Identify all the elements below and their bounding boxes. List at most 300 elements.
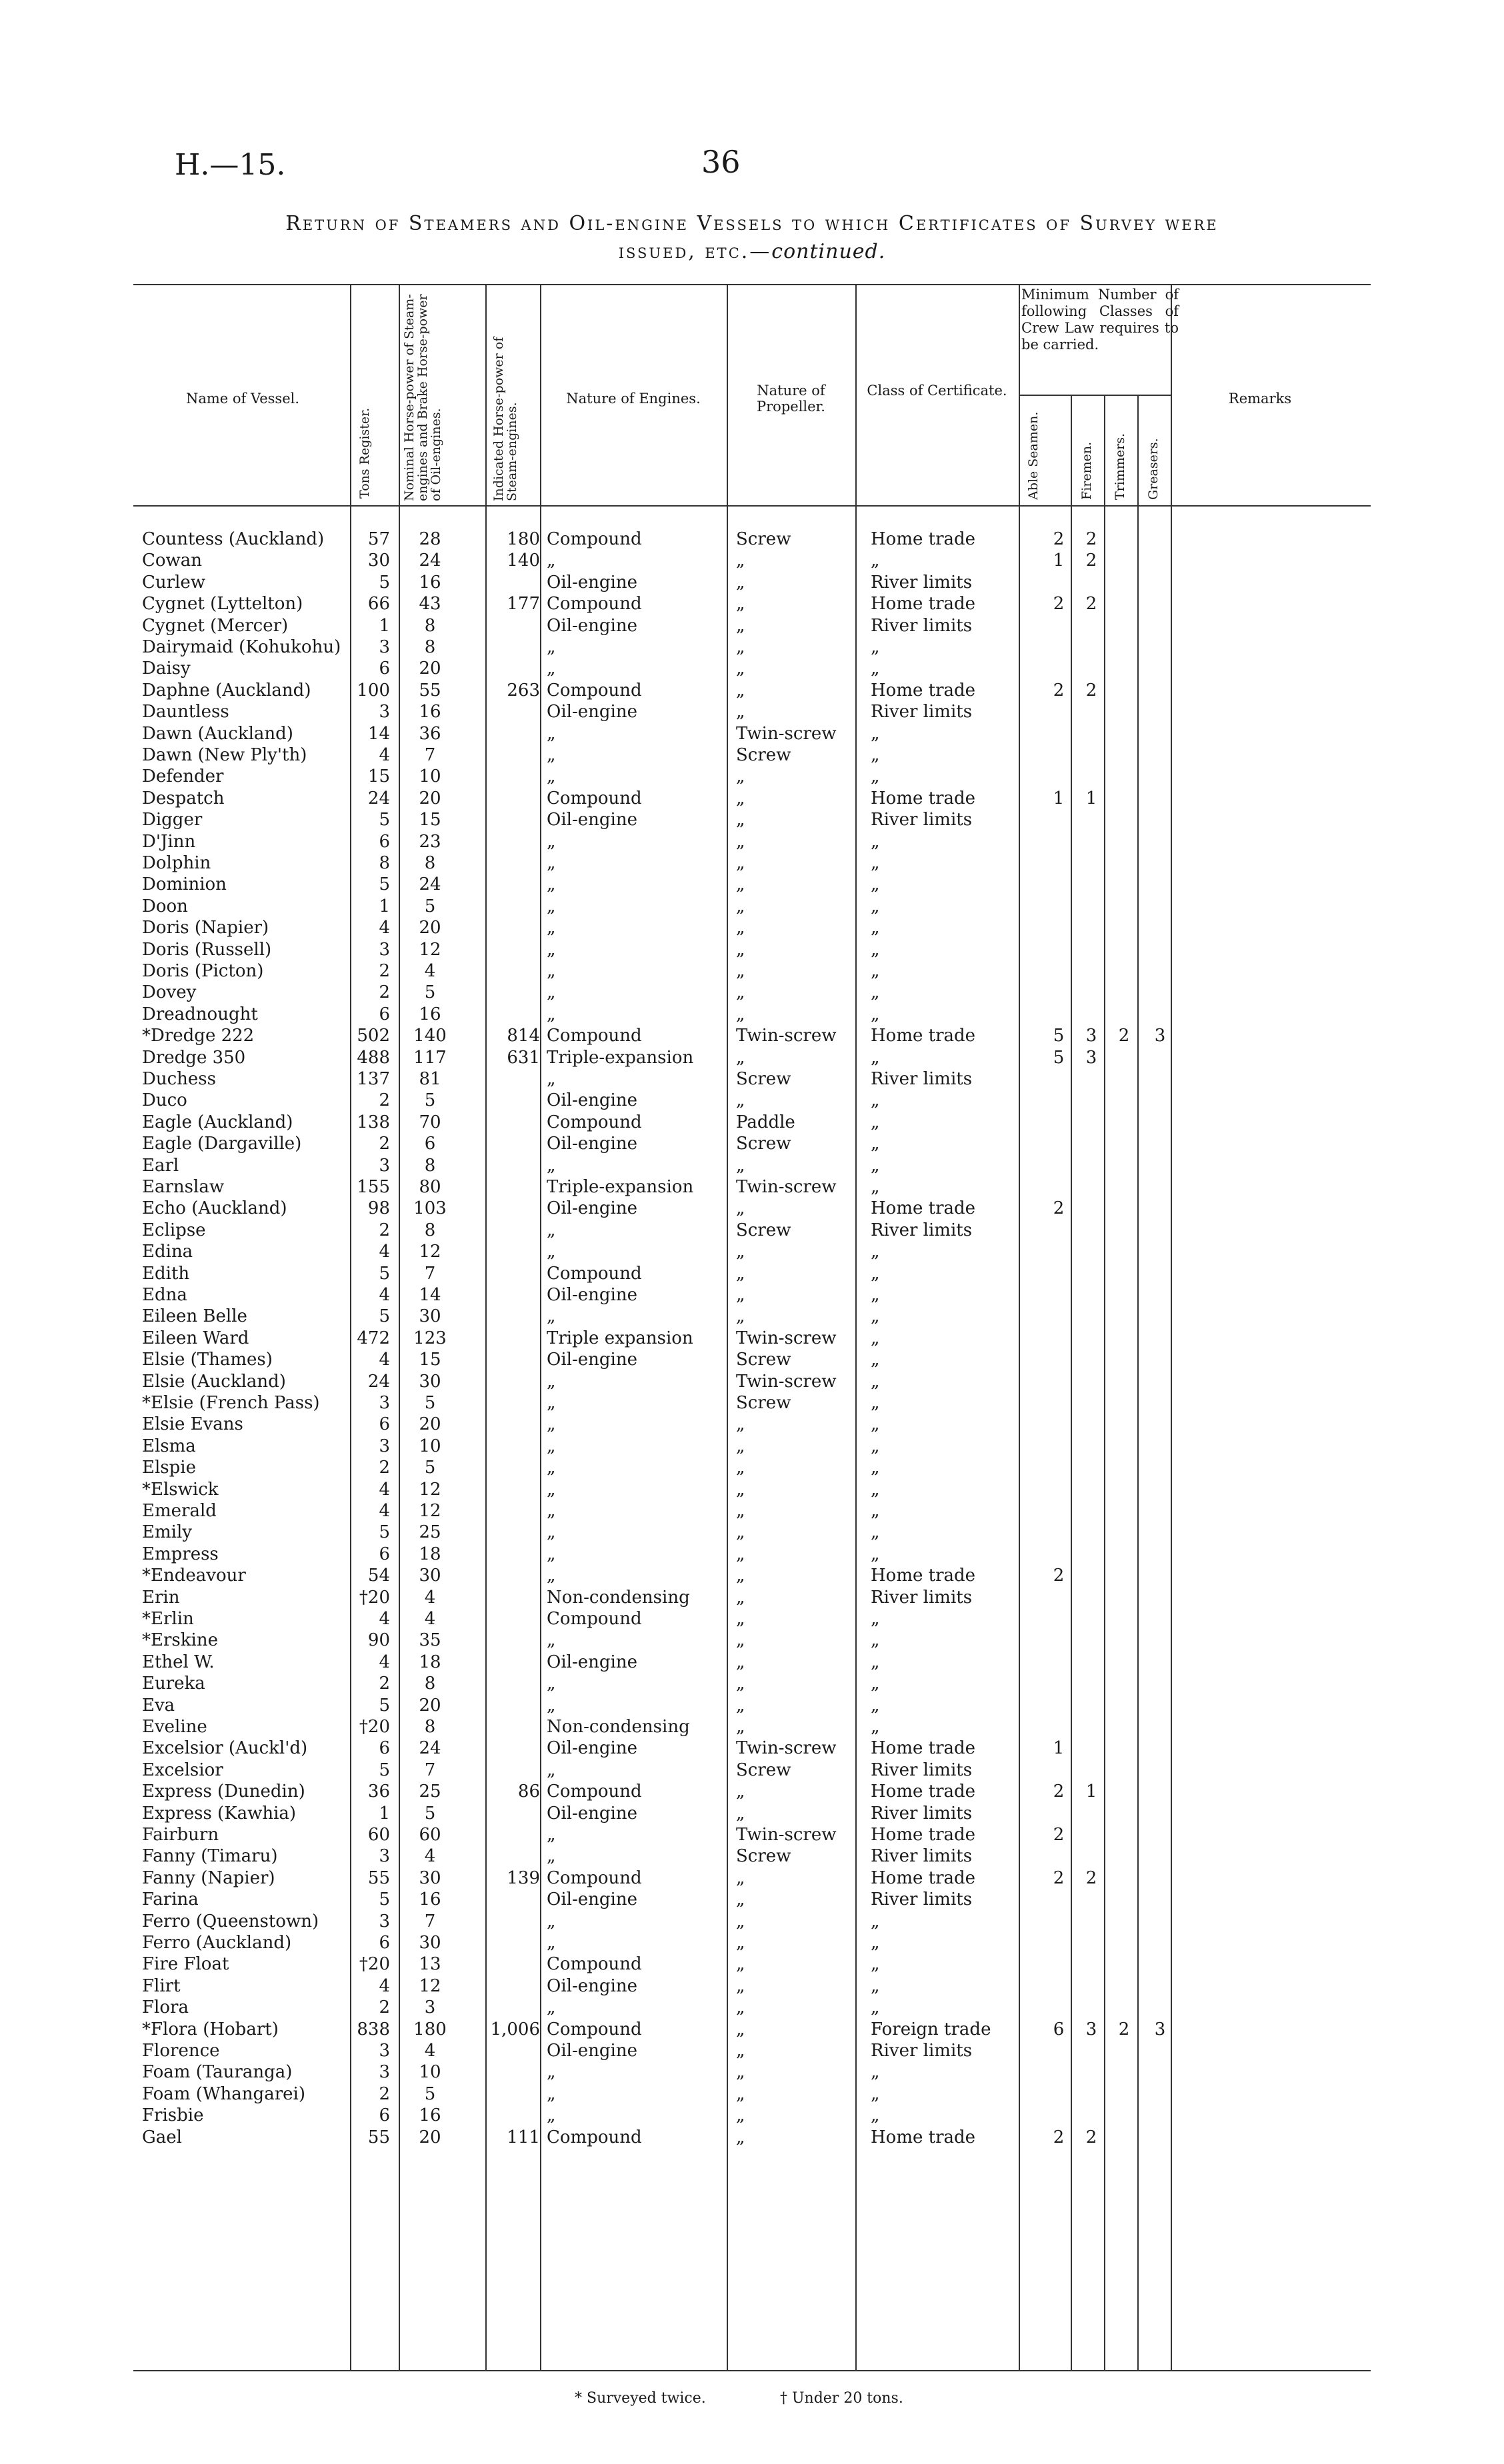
nominal-horse-power-cell: 35 bbox=[419, 1630, 441, 1651]
table-row bbox=[0, 874, 1504, 895]
vessel-name-cell: Dawn (New Ply'th) bbox=[142, 745, 307, 765]
nominal-horse-power-cell: 20 bbox=[419, 788, 441, 808]
firemen-cell: 2 bbox=[1085, 594, 1097, 615]
able-seamen-cell: 6 bbox=[1053, 2019, 1065, 2039]
table-row bbox=[0, 1975, 1504, 1997]
vessel-name-cell: Ferro (Auckland) bbox=[142, 1933, 292, 1953]
vessel-name-cell: Elspie bbox=[142, 1458, 196, 1478]
table-row bbox=[0, 1047, 1504, 1068]
table-row bbox=[0, 1004, 1504, 1025]
nominal-horse-power-cell: 24 bbox=[419, 1738, 441, 1759]
tons-register-cell: 55 bbox=[367, 2127, 390, 2147]
engine-type-cell: „ bbox=[547, 1371, 556, 1392]
nominal-horse-power-cell: 20 bbox=[419, 658, 441, 679]
engine-type-cell: „ bbox=[547, 1566, 556, 1586]
certificate-class-cell: „ bbox=[871, 1479, 880, 1500]
vessel-name-cell: Doon bbox=[142, 896, 188, 916]
propeller-type-cell: „ bbox=[736, 961, 745, 981]
propeller-type-cell: Twin-screw bbox=[736, 1371, 837, 1392]
certificate-class-cell: „ bbox=[871, 918, 880, 938]
certificate-class-cell: „ bbox=[871, 1458, 880, 1478]
table-row bbox=[0, 572, 1504, 593]
tons-register-cell: 6 bbox=[379, 2105, 390, 2126]
tons-register-cell: 502 bbox=[357, 1026, 390, 1046]
certificate-class-cell: Home trade bbox=[871, 788, 976, 808]
engine-type-cell: Oil-engine bbox=[547, 615, 637, 636]
nominal-horse-power-cell: 5 bbox=[424, 1458, 436, 1478]
tons-register-cell: 3 bbox=[379, 2041, 390, 2061]
vessel-name-cell: Daisy bbox=[142, 658, 191, 679]
indicated-horse-power-cell: 139 bbox=[507, 1867, 540, 1888]
nominal-horse-power-cell: 13 bbox=[419, 1954, 441, 1975]
able-seamen-cell: 1 bbox=[1053, 551, 1065, 571]
engine-type-cell: „ bbox=[547, 1414, 556, 1435]
vessel-name-cell: Flora bbox=[142, 1997, 189, 2018]
firemen-cell: 1 bbox=[1085, 1782, 1097, 1802]
col-head-greasers: Greasers. bbox=[1146, 438, 1161, 500]
engine-type-cell: „ bbox=[547, 1220, 556, 1240]
vessel-name-cell: Edith bbox=[142, 1263, 190, 1284]
engine-type-cell: „ bbox=[547, 745, 556, 765]
propeller-type-cell: Twin-screw bbox=[736, 1177, 837, 1197]
engine-type-cell: Triple-expansion bbox=[547, 1177, 694, 1197]
table-row bbox=[0, 2105, 1504, 2126]
nominal-horse-power-cell: 8 bbox=[424, 1674, 436, 1694]
table-row bbox=[0, 2061, 1504, 2083]
propeller-type-cell: „ bbox=[736, 1285, 745, 1305]
engine-type-cell: Compound bbox=[547, 1609, 642, 1629]
propeller-type-cell: „ bbox=[736, 1544, 745, 1564]
tons-register-cell: 55 bbox=[367, 1867, 390, 1888]
certificate-class-cell: River limits bbox=[871, 572, 973, 593]
table-row bbox=[0, 1716, 1504, 1738]
vessel-name-cell: Dolphin bbox=[142, 853, 211, 873]
vessel-name-cell: Countess (Auckland) bbox=[142, 529, 325, 549]
firemen-cell: 3 bbox=[1085, 1026, 1097, 1046]
table-row bbox=[0, 1328, 1504, 1349]
certificate-class-cell: Home trade bbox=[871, 594, 976, 615]
crew-subhead-rule bbox=[1019, 395, 1171, 396]
tons-register-cell: 137 bbox=[357, 1069, 390, 1089]
nominal-horse-power-cell: 3 bbox=[424, 1997, 436, 2018]
nominal-horse-power-cell: 8 bbox=[424, 637, 436, 657]
nominal-horse-power-cell: 30 bbox=[419, 1566, 441, 1586]
certificate-class-cell: „ bbox=[871, 1609, 880, 1629]
table-row bbox=[0, 1198, 1504, 1219]
propeller-type-cell: „ bbox=[736, 1674, 745, 1694]
table-row bbox=[0, 1025, 1504, 1046]
table-row bbox=[0, 917, 1504, 938]
nominal-horse-power-cell: 10 bbox=[419, 1436, 441, 1456]
certificate-class-cell: „ bbox=[871, 961, 880, 981]
certificate-class-cell: Home trade bbox=[871, 1825, 976, 1845]
nominal-horse-power-cell: 43 bbox=[419, 594, 441, 615]
title-prefix: issued, etc.— bbox=[618, 240, 772, 263]
nominal-horse-power-cell: 180 bbox=[413, 2019, 447, 2039]
vessel-name-cell: Echo (Auckland) bbox=[142, 1198, 287, 1219]
indicated-horse-power-cell: 631 bbox=[507, 1047, 540, 1068]
header-bottom-rule bbox=[133, 505, 1371, 507]
table-row bbox=[0, 680, 1504, 701]
nominal-horse-power-cell: 103 bbox=[413, 1198, 447, 1219]
tons-register-cell: 2 bbox=[379, 1674, 390, 1694]
table-row bbox=[0, 1630, 1504, 1651]
tons-register-cell: 2 bbox=[379, 961, 390, 981]
engine-type-cell: „ bbox=[547, 982, 556, 1003]
nominal-horse-power-cell: 10 bbox=[419, 766, 441, 787]
propeller-type-cell: Screw bbox=[736, 1393, 791, 1413]
vessel-name-cell: Fire Float bbox=[142, 1954, 229, 1975]
propeller-type-cell: „ bbox=[736, 1889, 745, 1910]
certificate-class-cell: Home trade bbox=[871, 1026, 976, 1046]
certificate-class-cell: „ bbox=[871, 551, 880, 571]
vessel-name-cell: Fairburn bbox=[142, 1825, 219, 1845]
engine-type-cell: Compound bbox=[547, 529, 642, 549]
propeller-type-cell: „ bbox=[736, 637, 745, 657]
indicated-horse-power-cell: 180 bbox=[507, 529, 540, 549]
col-head-engines: Nature of Engines. bbox=[566, 391, 701, 407]
table-row bbox=[0, 1284, 1504, 1306]
vessel-name-cell: Dredge 350 bbox=[142, 1047, 246, 1068]
certificate-class-cell: River limits bbox=[871, 1760, 973, 1780]
col-head-remarks: Remarks bbox=[1228, 391, 1292, 407]
certificate-class-cell: „ bbox=[871, 1975, 880, 1996]
certificate-class-cell: „ bbox=[871, 766, 880, 787]
table-row bbox=[0, 744, 1504, 766]
tons-register-cell: 90 bbox=[367, 1630, 390, 1651]
nominal-horse-power-cell: 6 bbox=[424, 1134, 436, 1154]
propeller-type-cell: „ bbox=[736, 594, 745, 615]
table-row bbox=[0, 1349, 1504, 1370]
nominal-horse-power-cell: 4 bbox=[424, 2041, 436, 2061]
engine-type-cell: Compound bbox=[547, 2127, 642, 2147]
engine-type-cell: Oil-engine bbox=[547, 572, 637, 593]
propeller-type-cell: „ bbox=[736, 2041, 745, 2061]
certificate-class-cell: „ bbox=[871, 723, 880, 744]
vessel-name-cell: *Elswick bbox=[142, 1479, 219, 1500]
tons-register-cell: 488 bbox=[357, 1047, 390, 1068]
nominal-horse-power-cell: 20 bbox=[419, 1414, 441, 1435]
propeller-type-cell: „ bbox=[736, 810, 745, 830]
vessel-name-cell: *Endeavour bbox=[142, 1566, 246, 1586]
vessel-name-cell: *Flora (Hobart) bbox=[142, 2019, 279, 2039]
vessel-name-cell: Ferro (Queenstown) bbox=[142, 1911, 319, 1931]
tons-register-cell: 6 bbox=[379, 1933, 390, 1953]
engine-type-cell: Compound bbox=[547, 594, 642, 615]
certificate-class-cell: „ bbox=[871, 2083, 880, 2104]
engine-type-cell: „ bbox=[547, 766, 556, 787]
able-seamen-cell: 1 bbox=[1053, 1738, 1065, 1759]
engine-type-cell: Oil-engine bbox=[547, 1090, 637, 1111]
nominal-horse-power-cell: 16 bbox=[419, 2105, 441, 2126]
tons-register-cell: 3 bbox=[379, 702, 390, 722]
vessel-name-cell: Duco bbox=[142, 1090, 187, 1111]
propeller-type-cell: Screw bbox=[736, 1134, 791, 1154]
propeller-type-cell: „ bbox=[736, 1695, 745, 1716]
engine-type-cell: „ bbox=[547, 2083, 556, 2104]
propeller-type-cell: „ bbox=[736, 1975, 745, 1996]
engine-type-cell: Oil-engine bbox=[547, 1738, 637, 1759]
certificate-class-cell: „ bbox=[871, 1112, 880, 1132]
vessel-name-cell: Eileen Ward bbox=[142, 1328, 249, 1348]
able-seamen-cell: 2 bbox=[1053, 529, 1065, 549]
vessel-name-cell: Fanny (Napier) bbox=[142, 1867, 275, 1888]
engine-type-cell: Oil-engine bbox=[547, 1198, 637, 1219]
table-row bbox=[0, 1889, 1504, 1910]
table-row bbox=[0, 939, 1504, 960]
indicated-horse-power-cell: 86 bbox=[517, 1782, 540, 1802]
indicated-horse-power-cell: 814 bbox=[507, 1026, 540, 1046]
nominal-horse-power-cell: 140 bbox=[413, 1026, 447, 1046]
engine-type-cell: Compound bbox=[547, 1867, 642, 1888]
table-row bbox=[0, 1652, 1504, 1673]
engine-type-cell: Oil-engine bbox=[547, 1652, 637, 1672]
tons-register-cell: 4 bbox=[379, 1350, 390, 1370]
firemen-cell: 2 bbox=[1085, 680, 1097, 700]
nominal-horse-power-cell: 15 bbox=[419, 1350, 441, 1370]
nominal-horse-power-cell: 5 bbox=[424, 1803, 436, 1824]
table-row bbox=[0, 1457, 1504, 1478]
table-row bbox=[0, 2127, 1504, 2148]
vessel-name-cell: Emerald bbox=[142, 1501, 217, 1521]
tons-register-cell: 838 bbox=[357, 2019, 390, 2039]
tons-register-cell: 98 bbox=[367, 1198, 390, 1219]
tons-register-cell: 3 bbox=[379, 939, 390, 960]
engine-type-cell: Triple expansion bbox=[547, 1328, 693, 1348]
table-row bbox=[0, 1500, 1504, 1522]
engine-type-cell: „ bbox=[547, 1436, 556, 1456]
certificate-class-cell: „ bbox=[871, 1522, 880, 1543]
firemen-cell: 3 bbox=[1085, 1047, 1097, 1068]
propeller-type-cell: „ bbox=[736, 2105, 745, 2126]
engine-type-cell: „ bbox=[547, 1997, 556, 2018]
tons-register-cell: 6 bbox=[379, 1004, 390, 1024]
table-title-line-1: Return of Steamers and Oil-engine Vessels to which Certificates of Survey were bbox=[285, 212, 1219, 235]
table-row bbox=[0, 615, 1504, 636]
table-row bbox=[0, 1846, 1504, 1867]
engine-type-cell: Oil-engine bbox=[547, 1285, 637, 1305]
propeller-type-cell: „ bbox=[736, 1306, 745, 1327]
tons-register-cell: 6 bbox=[379, 1414, 390, 1435]
engine-type-cell: Oil-engine bbox=[547, 1350, 637, 1370]
engine-type-cell: Triple-expansion bbox=[547, 1047, 694, 1068]
nominal-horse-power-cell: 12 bbox=[419, 1975, 441, 1996]
certificate-class-cell: „ bbox=[871, 658, 880, 679]
nominal-horse-power-cell: 81 bbox=[419, 1069, 441, 1089]
able-seamen-cell: 2 bbox=[1053, 2127, 1065, 2147]
propeller-type-cell: „ bbox=[736, 2127, 745, 2147]
engine-type-cell: Oil-engine bbox=[547, 1134, 637, 1154]
certificate-class-cell: „ bbox=[871, 1285, 880, 1305]
table-row bbox=[0, 852, 1504, 874]
propeller-type-cell: „ bbox=[736, 1652, 745, 1672]
propeller-type-cell: „ bbox=[736, 1155, 745, 1176]
nominal-horse-power-cell: 80 bbox=[419, 1177, 441, 1197]
certificate-class-cell: River limits bbox=[871, 615, 973, 636]
engine-type-cell: „ bbox=[547, 1155, 556, 1176]
tons-register-cell: 4 bbox=[379, 918, 390, 938]
propeller-type-cell: Twin-screw bbox=[736, 723, 837, 744]
table-row bbox=[0, 550, 1504, 571]
propeller-type-cell: „ bbox=[736, 1566, 745, 1586]
table-top-rule bbox=[133, 284, 1371, 285]
table-row bbox=[0, 1738, 1504, 1759]
vessel-name-cell: Despatch bbox=[142, 788, 225, 808]
nominal-horse-power-cell: 12 bbox=[419, 939, 441, 960]
nominal-horse-power-cell: 70 bbox=[419, 1112, 441, 1132]
tons-register-cell: 3 bbox=[379, 1155, 390, 1176]
table-row bbox=[0, 1824, 1504, 1846]
engine-type-cell: „ bbox=[547, 1306, 556, 1327]
document-id: H.—15. bbox=[175, 148, 286, 182]
table-row bbox=[0, 1608, 1504, 1630]
certificate-class-cell: Home trade bbox=[871, 1566, 976, 1586]
nominal-horse-power-cell: 8 bbox=[424, 615, 436, 636]
certificate-class-cell: „ bbox=[871, 1436, 880, 1456]
certificate-class-cell: Home trade bbox=[871, 1867, 976, 1888]
vessel-name-cell: Gael bbox=[142, 2127, 182, 2147]
certificate-class-cell: Home trade bbox=[871, 2127, 976, 2147]
engine-type-cell: Non-condensing bbox=[547, 1717, 690, 1737]
engine-type-cell: „ bbox=[547, 1674, 556, 1694]
propeller-type-cell: „ bbox=[736, 658, 745, 679]
propeller-type-cell: „ bbox=[736, 1479, 745, 1500]
vessel-name-cell: Daphne (Auckland) bbox=[142, 680, 311, 700]
propeller-type-cell: „ bbox=[736, 1004, 745, 1024]
table-row bbox=[0, 1414, 1504, 1435]
tons-register-cell: 5 bbox=[379, 1889, 390, 1910]
tons-register-cell: 2 bbox=[379, 1134, 390, 1154]
firemen-cell: 2 bbox=[1085, 551, 1097, 571]
table-row bbox=[0, 1371, 1504, 1392]
certificate-class-cell: „ bbox=[871, 1090, 880, 1111]
tons-register-cell: 2 bbox=[379, 1090, 390, 1111]
table-row bbox=[0, 1306, 1504, 1327]
vessel-name-cell: Dovey bbox=[142, 982, 197, 1003]
footnote-surveyed-twice: * Surveyed twice. bbox=[575, 2390, 706, 2407]
table-bottom-rule bbox=[133, 2370, 1371, 2371]
tons-register-cell: 3 bbox=[379, 1911, 390, 1931]
engine-type-cell: Compound bbox=[547, 2019, 642, 2039]
propeller-type-cell: Twin-screw bbox=[736, 1825, 837, 1845]
nominal-horse-power-cell: 28 bbox=[419, 529, 441, 549]
propeller-type-cell: „ bbox=[736, 2083, 745, 2104]
certificate-class-cell: „ bbox=[871, 1933, 880, 1953]
table-row bbox=[0, 1760, 1504, 1781]
indicated-horse-power-cell: 1,006 bbox=[490, 2019, 540, 2039]
page-number: 36 bbox=[701, 144, 741, 180]
engine-type-cell: „ bbox=[547, 961, 556, 981]
vessel-name-cell: Emily bbox=[142, 1522, 192, 1543]
propeller-type-cell: Screw bbox=[736, 1846, 791, 1867]
vessel-name-cell: Dreadnought bbox=[142, 1004, 258, 1024]
able-seamen-cell: 2 bbox=[1053, 1198, 1065, 1219]
nominal-horse-power-cell: 5 bbox=[424, 1393, 436, 1413]
tons-register-cell: 1 bbox=[379, 896, 390, 916]
certificate-class-cell: „ bbox=[871, 874, 880, 895]
nominal-horse-power-cell: 16 bbox=[419, 1889, 441, 1910]
certificate-class-cell: Home trade bbox=[871, 529, 976, 549]
nominal-horse-power-cell: 4 bbox=[424, 1609, 436, 1629]
propeller-type-cell: „ bbox=[736, 896, 745, 916]
vessel-name-cell: Eureka bbox=[142, 1674, 205, 1694]
trimmers-cell: 2 bbox=[1118, 2019, 1130, 2039]
propeller-type-cell: „ bbox=[736, 615, 745, 636]
nominal-horse-power-cell: 16 bbox=[419, 702, 441, 722]
table-row bbox=[0, 1392, 1504, 1414]
tons-register-cell: 8 bbox=[379, 853, 390, 873]
vessel-name-cell: Eclipse bbox=[142, 1220, 206, 1240]
vessel-name-cell: Dairymaid (Kohukohu) bbox=[142, 637, 341, 657]
col-head-certificate: Class of Certificate. bbox=[867, 383, 1007, 399]
propeller-type-cell: Screw bbox=[736, 1220, 791, 1240]
certificate-class-cell: Foreign trade bbox=[871, 2019, 991, 2039]
engine-type-cell: „ bbox=[547, 1004, 556, 1024]
propeller-type-cell: „ bbox=[736, 1501, 745, 1521]
certificate-class-cell: River limits bbox=[871, 810, 973, 830]
propeller-type-cell: „ bbox=[736, 1717, 745, 1737]
col-head-seamen: Able Seamen. bbox=[1026, 411, 1041, 500]
vessel-name-cell: Flirt bbox=[142, 1975, 181, 1996]
propeller-type-cell: „ bbox=[736, 853, 745, 873]
nominal-horse-power-cell: 20 bbox=[419, 2127, 441, 2147]
vessel-name-cell: Eagle (Auckland) bbox=[142, 1112, 293, 1132]
tons-register-cell: 15 bbox=[367, 766, 390, 787]
propeller-type-cell: „ bbox=[736, 1997, 745, 2018]
nominal-horse-power-cell: 8 bbox=[424, 853, 436, 873]
nominal-horse-power-cell: 5 bbox=[424, 2083, 436, 2104]
engine-type-cell: Compound bbox=[547, 788, 642, 808]
table-row bbox=[0, 1932, 1504, 1953]
certificate-class-cell: „ bbox=[871, 1350, 880, 1370]
nominal-horse-power-cell: 16 bbox=[419, 572, 441, 593]
tons-register-cell: 2 bbox=[379, 2083, 390, 2104]
tons-register-cell: 5 bbox=[379, 1263, 390, 1284]
propeller-type-cell: „ bbox=[736, 2019, 745, 2039]
nominal-horse-power-cell: 30 bbox=[419, 1867, 441, 1888]
tons-register-cell: 60 bbox=[367, 1825, 390, 1845]
nominal-horse-power-cell: 4 bbox=[424, 1846, 436, 1867]
table-row bbox=[0, 1241, 1504, 1262]
trimmers-cell: 2 bbox=[1118, 1026, 1130, 1046]
nominal-horse-power-cell: 18 bbox=[419, 1652, 441, 1672]
able-seamen-cell: 1 bbox=[1053, 788, 1065, 808]
certificate-class-cell: „ bbox=[871, 637, 880, 657]
tons-register-cell: 5 bbox=[379, 810, 390, 830]
nominal-horse-power-cell: 7 bbox=[424, 1760, 436, 1780]
tons-register-cell: 2 bbox=[379, 1458, 390, 1478]
engine-type-cell: „ bbox=[547, 1069, 556, 1089]
tons-register-cell: 30 bbox=[367, 551, 390, 571]
propeller-type-cell: „ bbox=[736, 1609, 745, 1629]
nominal-horse-power-cell: 7 bbox=[424, 745, 436, 765]
tons-register-cell: 66 bbox=[367, 594, 390, 615]
engine-type-cell: „ bbox=[547, 874, 556, 895]
certificate-class-cell: River limits bbox=[871, 2041, 973, 2061]
greasers-cell: 3 bbox=[1154, 2019, 1166, 2039]
vessel-name-cell: Defender bbox=[142, 766, 224, 787]
certificate-class-cell: „ bbox=[871, 982, 880, 1003]
engine-type-cell: „ bbox=[547, 2062, 556, 2083]
table-row bbox=[0, 1068, 1504, 1090]
certificate-class-cell: River limits bbox=[871, 1069, 973, 1089]
vessel-name-cell: Edina bbox=[142, 1242, 193, 1262]
engine-type-cell: Oil-engine bbox=[547, 1975, 637, 1996]
certificate-class-cell: „ bbox=[871, 1155, 880, 1176]
firemen-cell: 2 bbox=[1085, 1867, 1097, 1888]
vessel-name-cell: Doris (Russell) bbox=[142, 939, 272, 960]
tons-register-cell: 3 bbox=[379, 1846, 390, 1867]
